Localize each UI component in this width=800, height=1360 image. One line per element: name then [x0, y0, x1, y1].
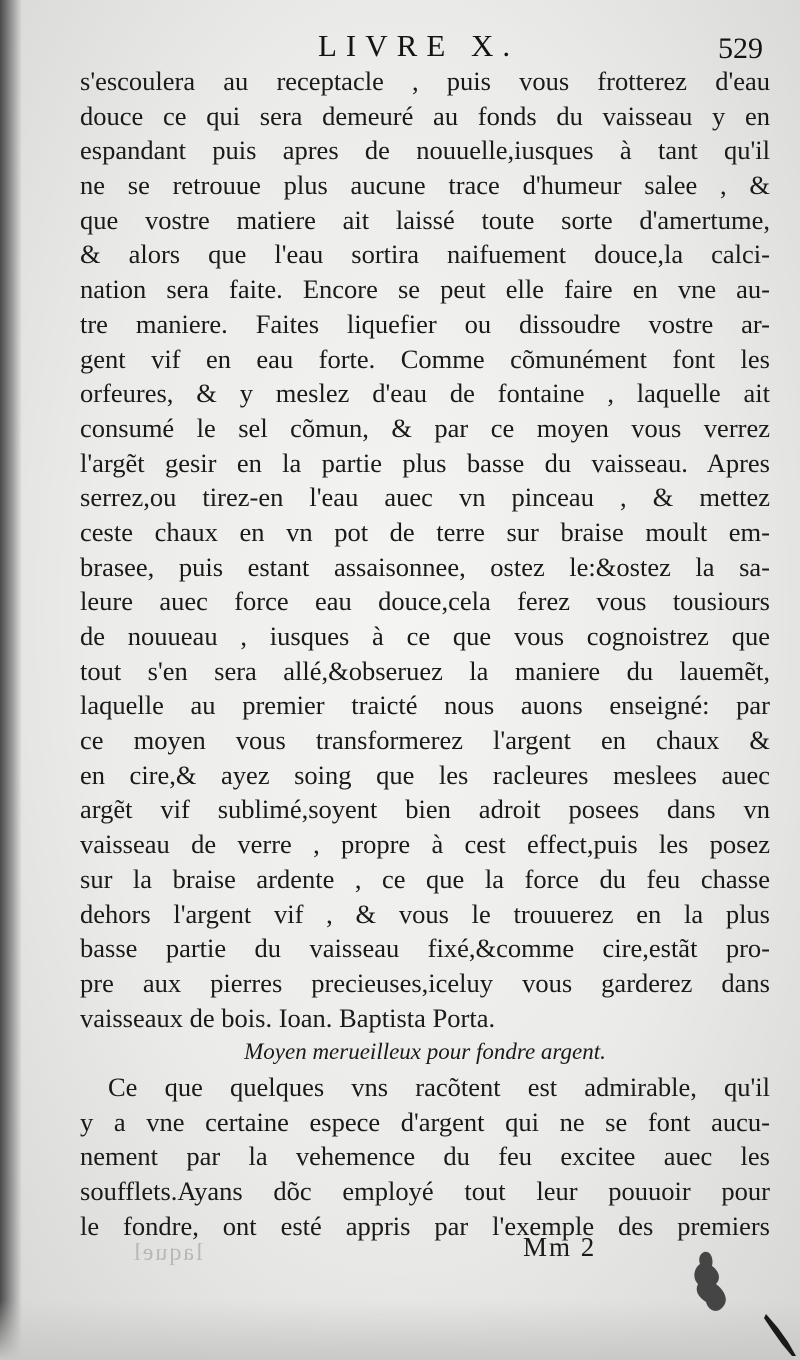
body-line: nation sera faite. Encore se peut elle faire en vne au- [80, 274, 770, 305]
section-line: Ce que quelques vns racõtent est admirable, qu'il [108, 1071, 770, 1102]
body-line: l'argẽt gesir en la partie plus basse du vaisseau. Apres [80, 447, 770, 478]
body-line: s'escoulera au receptacle , puis vous frotterez d'eau [80, 66, 770, 96]
body-line: ce moyen vous transformerez l'argent en chaux & [80, 725, 770, 756]
body-line: & alors que l'eau sortira naifuement douce,la calci- [80, 239, 770, 270]
section-heading: Moyen merueilleux pour fondre argent. [244, 1039, 606, 1065]
body-line: en cire,& ayez soing que les racleures meslees auec [80, 759, 770, 790]
body-line: tout s'en sera allé,&obseruez la maniere du lauemẽt, [80, 655, 770, 686]
body-line: sur la braise ardente , ce que la force du feu chasse [80, 863, 770, 894]
bottom-edge-shadow [0, 1300, 800, 1360]
section-line: soufflets.Ayans dõc employé tout leur pouuoir pour [80, 1176, 770, 1206]
body-line: vaisseau de verre , propre à cest effect,puis les posez [80, 829, 770, 860]
body-line: pre aux pierres precieuses,iceluy vous garderez dans [80, 967, 770, 998]
corner-ink-mark [760, 1310, 800, 1358]
body-line: argẽt vif sublimé,soyent bien adroit posees dans vn [80, 794, 770, 825]
body-line: laquelle au premier traicté nous auons enseigné: par [80, 690, 770, 721]
body-line: ne se retrouue plus aucune trace d'humeur salee , & [80, 170, 770, 201]
body-line: leure auec force eau douce,cela ferez vous tousiours [80, 586, 770, 617]
signature-mark: Mm 2 [523, 1232, 597, 1262]
page-gutter-shadow [0, 0, 22, 1360]
page-number: 529 [718, 32, 763, 65]
section-line: nement par la vehemence du feu excitee auec les [80, 1141, 770, 1172]
show-through-text: laquel [132, 1240, 203, 1266]
section-line: y a vne certaine espece d'argent qui ne se font aucu- [80, 1106, 770, 1137]
body-line: gent vif en eau forte. Comme cõmunément font les [80, 343, 770, 374]
text-block [80, 64, 770, 1243]
body-line: tre maniere. Faites liquefier ou dissoudre vostre ar- [80, 308, 770, 339]
body-line: dehors l'argent vif , & vous le trouuerez en la plus [80, 898, 770, 929]
section-line: le fondre, ont esté appris par l'exemple des premiers [80, 1210, 770, 1241]
body-line: consumé le sel cõmun, & par ce moyen vous verrez [80, 412, 770, 443]
body-line: douce ce qui sera demeuré au fonds du vaisseau y en [80, 100, 770, 131]
body-line: espandant puis apres de nouuelle,iusques à tant qu'il [80, 135, 770, 166]
ink-blot-mark [686, 1248, 732, 1318]
body-line: basse partie du vaisseau fixé,&comme cire,estãt pro- [80, 933, 770, 964]
running-title: LIVRE X. [318, 28, 520, 63]
body-line: de nouueau , iusques à ce que vous cognoistrez que [80, 621, 770, 651]
body-line: serrez,ou tirez-en l'eau auec vn pinceau , & mettez [80, 482, 770, 513]
body-line: que vostre matiere ait laissé toute sorte d'amertume, [80, 204, 770, 235]
page-footer [0, 1232, 800, 1272]
body-line: orfeures, & y meslez d'eau de fontaine , laquelle ait [80, 378, 770, 409]
body-line-attribution: vaisseaux de bois. Ioan. Baptista Porta. [80, 1002, 496, 1033]
running-head [0, 28, 800, 68]
body-line: ceste chaux en vn pot de terre sur braise moult em- [80, 516, 770, 547]
body-line: brasee, puis estant assaisonnee, ostez le:&ostez la sa- [80, 551, 770, 582]
